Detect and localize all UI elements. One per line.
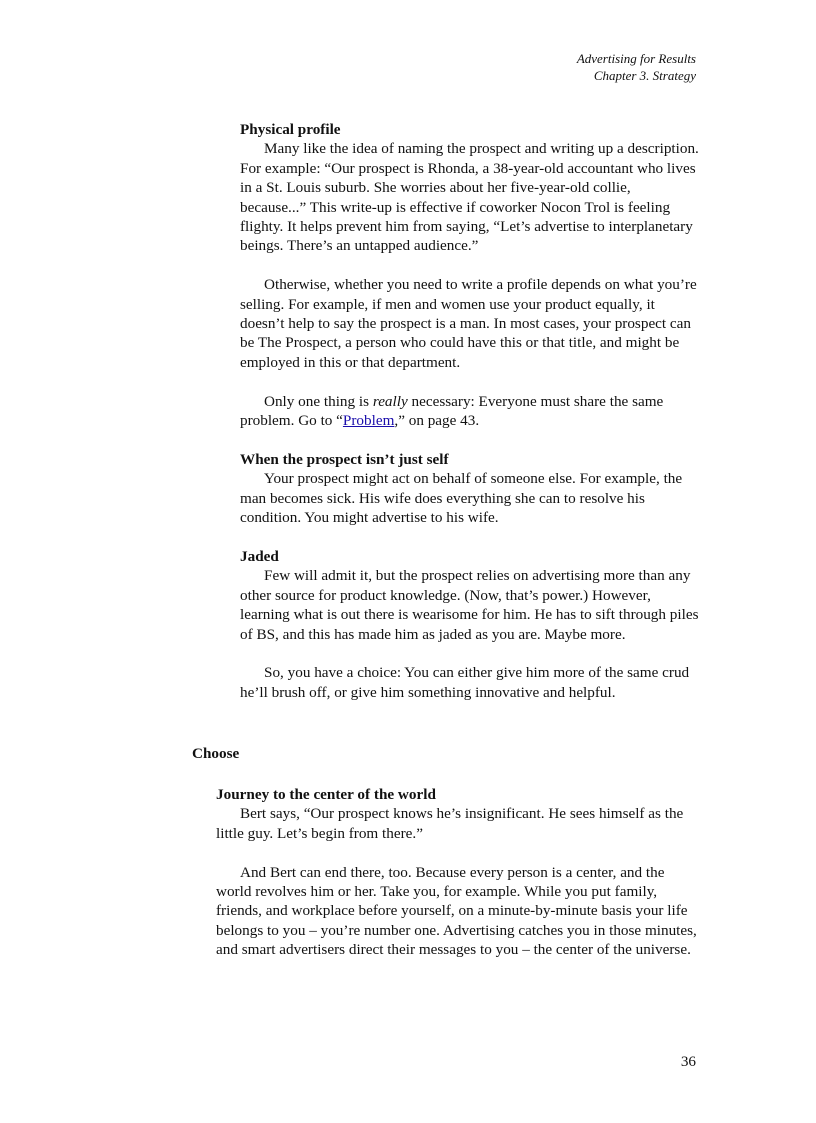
heading-not-self: When the prospect isn’t just self [240, 450, 449, 468]
journey-text-block [216, 785, 700, 960]
paragraph: Few will admit it, but the prospect relies on advertising more than any other source for product knowledge. (Now, that’s power.) However, learning what is out there is wearisome for him. He has to sift through piles of BS, and this has made him as jaded as you are. Maybe more. [240, 567, 699, 643]
chapter-label: Chapter 3. Strategy [593, 68, 696, 83]
book-title: Advertising for Results [576, 51, 696, 66]
heading-physical-profile: Physical profile [240, 121, 341, 138]
paragraph: Otherwise, whether you need to write a profile depends on what you’re selling. For example, if men and women use your product equally, it doesn’t help to say the prospect is a man. In most cases, your prospect can be The Prospect, a person who could have this or that title, and might be employed in this or that department. [240, 276, 697, 371]
paragraph [240, 392, 700, 431]
paragraph: Bert says, “Our prospect knows he’s insignificant. He sees himself as the little guy. Let’s begin from there.” [216, 805, 684, 842]
heading-jaded: Jaded [240, 547, 279, 565]
paragraph: Many like the idea of naming the prospect and writing up a description. For example: “Our prospect is Rhonda, a 38-year-old accountant who lives in a St. Louis suburb. She worries about her five-year-old collie, because...” This write-up is effective if coworker Nocon Trol is feeling flighty. It helps prevent him from saying, “Let’s advertise to interplanetary beings. There’s an untapped audience.” [240, 140, 699, 255]
heading-choose: Choose [192, 745, 240, 762]
text-run: Only one thing is [264, 392, 373, 410]
main-text-block [240, 120, 700, 702]
paragraph: So, you have a choice: You can either give him more of the same crud he’ll brush off, or give him something innovative and helpful. [240, 664, 690, 701]
text-run: necessary: Everyone must share the same problem. Go to “ [240, 392, 664, 430]
heading-journey: Journey to the center of the world [216, 786, 436, 803]
problem-link[interactable]: Problem [342, 412, 395, 430]
paragraph: Your prospect might act on behalf of someone else. For example, the man becomes sick. His wife does everything she can to resolve his condition. You might advertise to his wife. [240, 470, 683, 527]
emphasis: really [372, 392, 408, 410]
text-run: ,” on page 43. [394, 412, 480, 430]
paragraph: And Bert can end there, too. Because every person is a center, and the world revolves him or her. Take you, for example. While you put family, friends, and workplace before yourself, on a minute-by-minute basis your life belongs to you – you’re number one. Advertising catches you in those minutes, and smart advertisers direct their messages to you – the center of the universe. [216, 863, 697, 959]
page-number: 36 [680, 1053, 696, 1070]
running-header [577, 50, 696, 84]
